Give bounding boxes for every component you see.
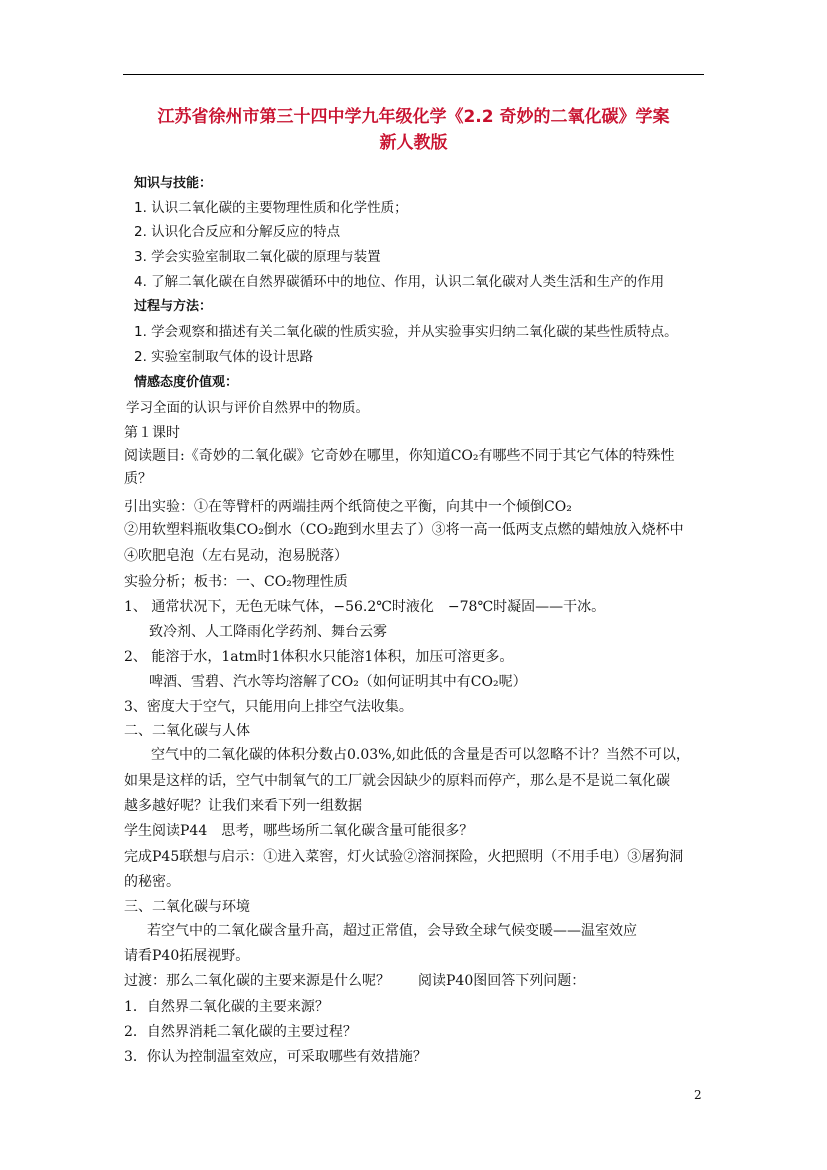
objective-item: 1. 认识二氧化碳的主要物理性质和化学性质； xyxy=(134,200,408,216)
body-line: 完成P45联想与启示：①进入菜窖，灯火试验②溶洞探险，火把照明（不用手电）③屠狗洞 xyxy=(124,849,684,865)
section-heading: 三、二氧化碳与环境 xyxy=(124,899,250,915)
body-line: 引出实验：①在等臂杆的两端挂两个纸筒使之平衡，向其中一个倾倒CO₂ xyxy=(124,499,572,515)
section-heading: 二、二氧化碳与人体 xyxy=(124,723,250,739)
objective-item: 1. 学会观察和描述有关二氧化碳的性质实验，并从实验事实归纳二氧化碳的某些性质特点。 xyxy=(134,324,678,340)
question-item: 1．自然界二氧化碳的主要来源？ xyxy=(124,999,329,1015)
body-line: 若空气中的二氧化碳含量升高，超过正常值，会导致全球气候变暖——温室效应 xyxy=(147,923,637,939)
question-item: 3．你认为控制温室效应，可采取哪些有效措施？ xyxy=(124,1049,427,1065)
objective-heading: 情感态度价值观： xyxy=(134,375,239,390)
document-title: 江苏省徐州市第三十四中学九年级化学《2.2 奇妙的二氧化碳》学案 xyxy=(157,107,670,127)
body-line: 的秘密。 xyxy=(124,874,180,890)
page-number: 2 xyxy=(694,1088,702,1102)
objective-item: 3. 学会实验室制取二氧化碳的原理与装置 xyxy=(134,249,381,265)
body-line: 啤酒、雪碧、汽水等均溶解了CO₂（如何证明其中有CO₂呢） xyxy=(149,674,527,690)
header-rule xyxy=(123,74,704,75)
body-line: 1、 通常状况下，无色无味气体，−56.2℃时液化 −78℃时凝固——干冰。 xyxy=(124,599,606,615)
body-line: 如果是这样的话，空气中制氧气的工厂就会因缺少的原料而停产，那么是不是说二氧化碳 xyxy=(124,773,670,789)
objective-item: 学习全面的认识与评价自然界中的物质。 xyxy=(126,400,369,416)
body-line: 请看P40拓展视野。 xyxy=(124,948,250,964)
question-item: 2．自然界消耗二氧化碳的主要过程？ xyxy=(124,1024,357,1040)
body-line: 过渡：那么二氧化碳的主要来源是什么呢？ 阅读P40图回答下列问题： xyxy=(124,973,586,989)
body-line: 实验分析；板书：一、CO₂物理性质 xyxy=(124,574,348,590)
body-line: 空气中的二氧化碳的体积分数占0.03%,如此低的含量是否可以忽略不计？当然不可以， xyxy=(151,747,690,763)
objective-item: 4. 了解二氧化碳在自然界碳循环中的地位、作用，认识二氧化碳对人类生活和生产的作用 xyxy=(134,274,665,290)
objective-item: 2. 认识化合反应和分解反应的特点 xyxy=(134,224,341,240)
body-line: 学生阅读P44 思考，哪些场所二氧化碳含量可能很多？ xyxy=(124,823,474,839)
body-line: 致冷剂、人工降雨化学药剂、舞台云雾 xyxy=(149,624,387,640)
document-title-line2: 新人教版 xyxy=(379,133,448,153)
body-line: 越多越好呢？让我们来看下列一组数据 xyxy=(124,798,362,814)
body-line: ②用软塑料瓶收集CO₂倒水（CO₂跑到水里去了）③将一高一低两支点燃的蜡烛放入烧杯中 xyxy=(124,522,684,538)
body-line: 3、密度大于空气，只能用向上排空气法收集。 xyxy=(124,699,413,715)
objective-item: 2. 实验室制取气体的设计思路 xyxy=(134,349,314,365)
body-line: 阅读题目:《奇妙的二氧化碳》它奇妙在哪里，你知道CO₂有哪些不同于其它气体的特殊性 xyxy=(124,448,675,464)
objective-heading: 知识与技能： xyxy=(134,176,213,191)
body-line: 质？ xyxy=(124,471,152,487)
objective-heading: 过程与方法： xyxy=(134,299,213,314)
body-line: 第１课时 xyxy=(124,425,180,441)
body-line: ④吹肥皂泡（左右晃动，泡易脱落） xyxy=(124,548,348,564)
body-line: 2、 能溶于水，1atm时1体积水只能溶1体积，加压可溶更多。 xyxy=(124,649,514,665)
